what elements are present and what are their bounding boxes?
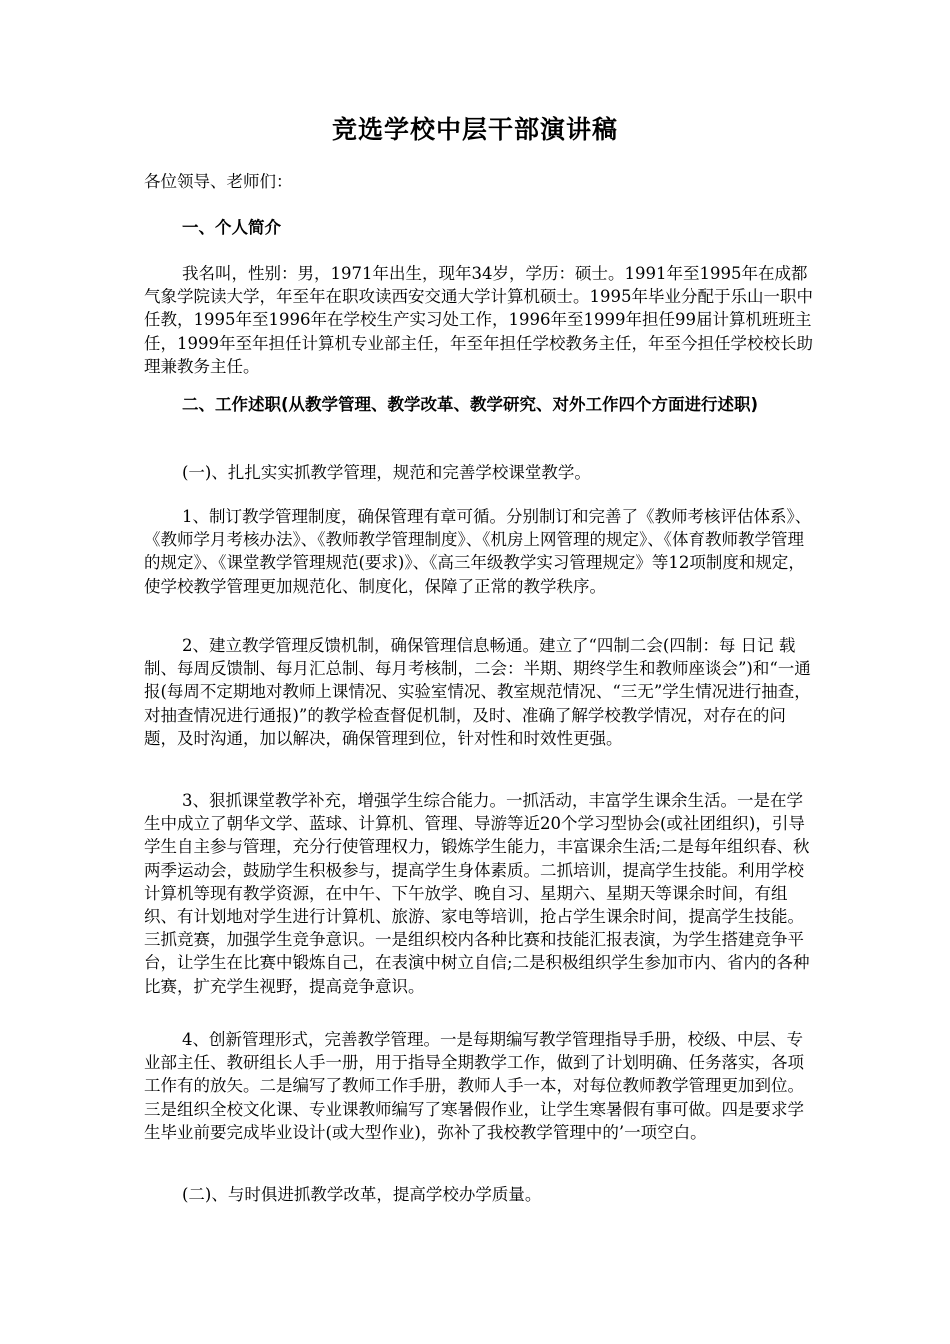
paragraph-management-innovation: 4、创新管理形式，完善教学管理。一是每期编写教学管理指导手册，校级、中层、专业部主任、教研组长人手一册，用于指导全期教学工作，做到了计划明确、任务落实，各项工作有的放矢。二是编写了教师工作手册，教师人手一本，对每位教师教学管理更加到位。三是组织全校文化课、专业课教师编写了寒暑假作业，让学生寒暑假有事可做。四是要求学生毕业前要完成毕业设计(或大型作业)，弥补了我校教学管理中的’一项空白。 bbox=[144, 1030, 804, 1142]
paragraph-personal-profile: 我名叫，性别：男，1971年出生，现年34岁，学历：硕士。1991年至1995年在成都气象学院读大学，年至年在职攻读西安交通大学计算机硕士。1995年毕业分配于乐山一职中任教，1995年至1996年在学校生产实习处工作，1996年至1999年担任99届计算机班班主任，1999年至年担任计算机专业部主任，年至年担任学校教务主任，年至今担任学校校长助理兼教务主任。 bbox=[144, 264, 813, 376]
paragraph-management-rules: 1、制订教学管理制度，确保管理有章可循。分别制订和完善了《教师考核评估体系》、《教师学月考核办法》、《教师教学管理制度》、《机房上网管理的规定》、《体育教师教学管理的规定》、《课堂教学管理规范(要求)》、《高三年级教学实习管理规定》等12项制度和规定，使学校教学管理更加规范化、制度化，保障了正常的教学秩序。 bbox=[144, 507, 812, 596]
subsection-heading-teaching-reform: (二)、与时俱进抓教学改革，提高学校办学质量。 bbox=[182, 1185, 542, 1204]
section-heading-personal-profile: 一、个人简介 bbox=[182, 218, 281, 237]
paragraph-feedback-mechanism: 2、建立教学管理反馈机制，确保管理信息畅通。建立了“四制二会(四制：每 日记 载制、每周反馈制、每月汇总制、每月考核制，二会：半期、期终学生和教师座谈会”)和“一通报(每周不定期地对教师上课情况、实验室情况、教室规范情况、“三无”学生情况进行抽查，对抽查情况进行通报)”的教学检查督促机制，及时、准确了解学校教学情况，对存在的问题，及时沟通，加以解决，确保管理到位，针对性和时效性更强。 bbox=[144, 636, 811, 748]
paragraph-classroom-supplement: 3、狠抓课堂教学补充，增强学生综合能力。一抓活动，丰富学生课余生活。一是在学生中成立了朝华文学、蓝球、计算机、管理、导游等近20个学习型协会(或社团组织)，引导学生自主参与管理，充分行使管理权力，锻炼学生能力，丰富课余生活;二是每年组织春、秋两季运动会，鼓励学生积极参与，提高学生身体素质。二抓培训，提高学生技能。利用学校计算机等现有教学资源，在中午、下午放学、晚自习、星期六、星期天等课余时间，有组织、有计划地对学生进行计算机、旅游、家电等培训，抢占学生课余时间，提高学生技能。三抓竞赛，加强学生竞争意识。一是组织校内各种比赛和技能汇报表演，为学生搭建竞争平台，让学生在比赛中锻炼自己，在表演中树立自信;二是积极组织学生参加市内、省内的各种比赛，扩充学生视野，提高竞争意识。 bbox=[144, 791, 810, 996]
greeting: 各位领导、老师们： bbox=[144, 172, 293, 191]
document-title: 竞选学校中层干部演讲稿 bbox=[331, 115, 618, 144]
section-heading-work-report: 二、工作述职(从教学管理、教学改革、教学研究、对外工作四个方面进行述职) bbox=[182, 395, 759, 414]
subsection-heading-teaching-management: (一)、扎扎实实抓教学管理，规范和完善学校课堂教学。 bbox=[182, 463, 591, 482]
